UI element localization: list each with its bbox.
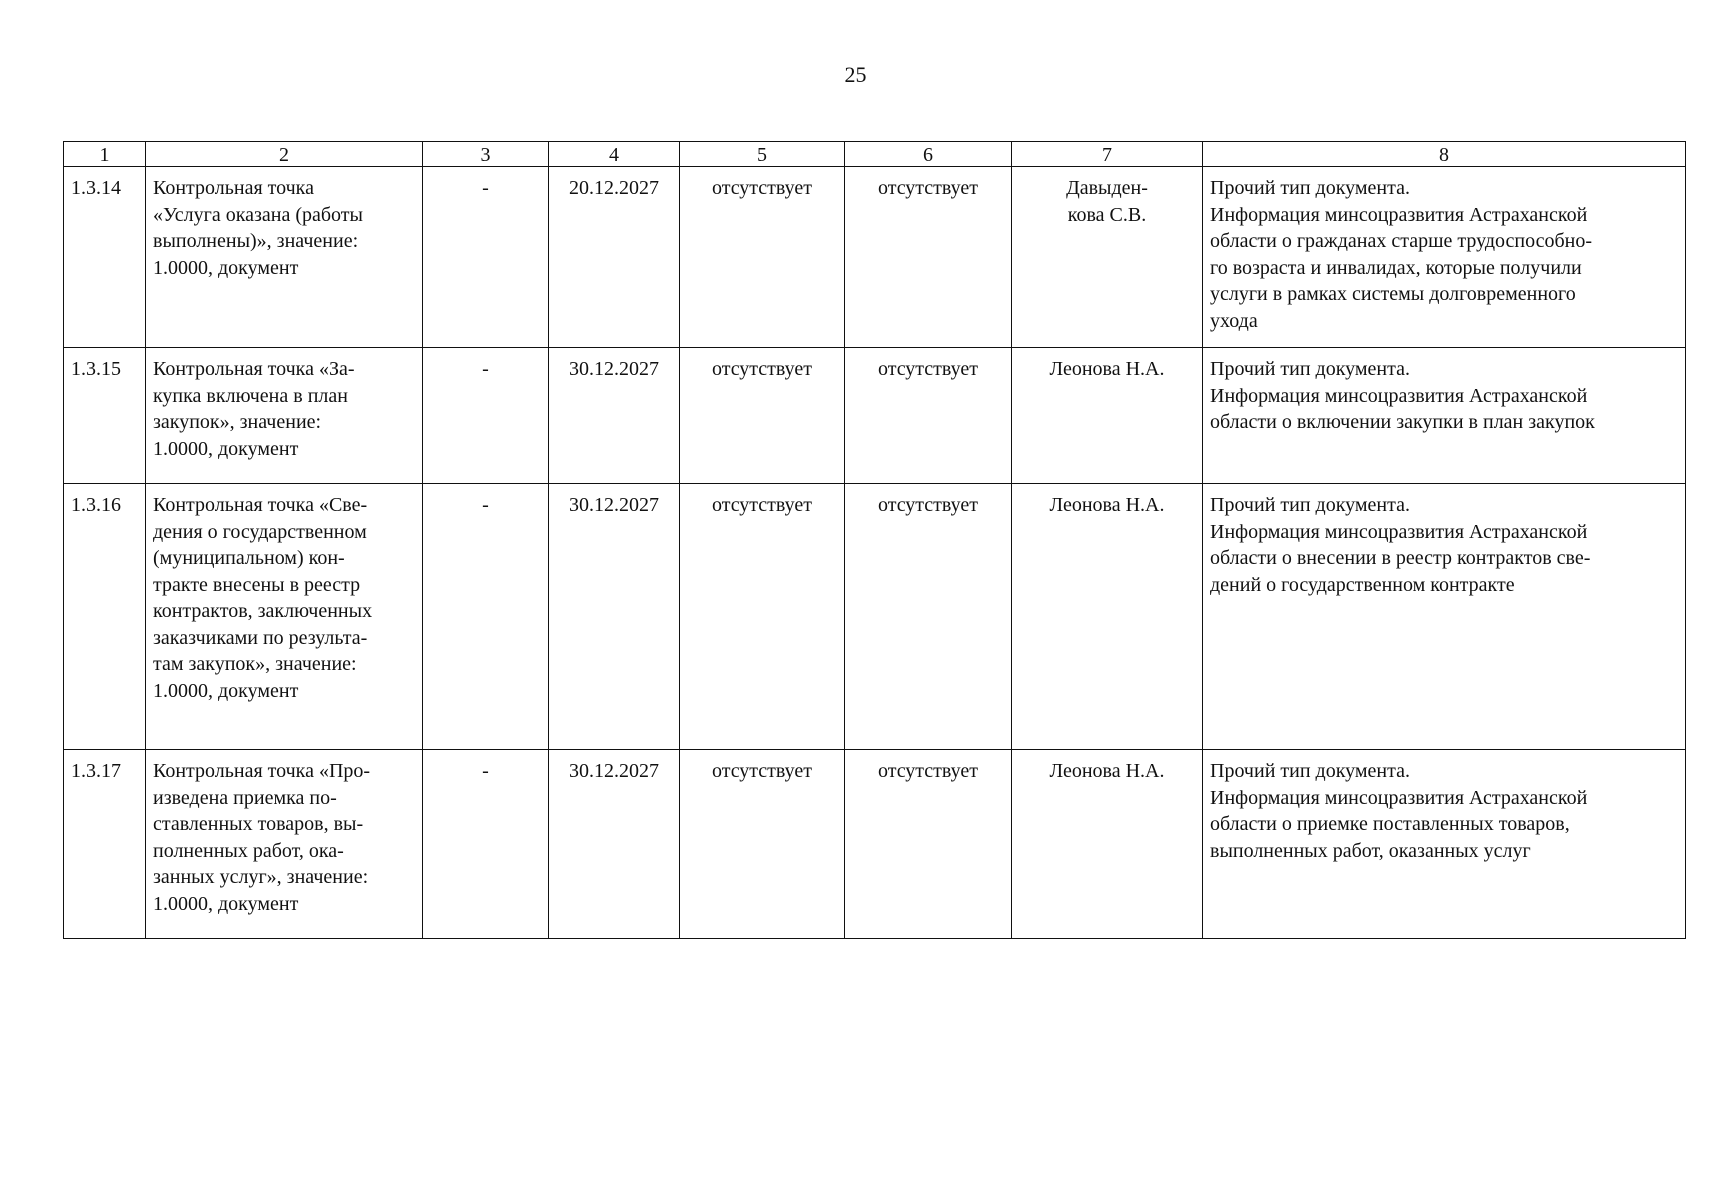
col5-cell: отсутствует [680, 750, 845, 939]
text-line: тракте внесены в реестр [153, 573, 361, 596]
text-line: дения о государственном [153, 520, 367, 543]
row-number: 1.3.16 [64, 484, 146, 750]
control-point-description [146, 167, 423, 348]
text-line: области о гражданах старше трудоспособно- [1210, 230, 1593, 252]
col3-cell: - [423, 484, 549, 750]
table-row [64, 348, 1686, 484]
responsible-cell [1012, 167, 1203, 348]
text-line: области о включении закупки в план закупок [1210, 411, 1595, 433]
col5-cell: отсутствует [680, 167, 845, 348]
text-line: ставленных товаров, вы- [153, 813, 364, 835]
text-line: изведена приемка по- [153, 786, 337, 809]
text-line: Информация минсоцразвития Астраханской [1210, 203, 1588, 226]
text-line: Прочий тип документа. [1210, 177, 1410, 199]
text-line: услуги в рамках системы долговременного [1210, 283, 1576, 305]
text-line: закупок», значение: [153, 411, 322, 433]
date-cell: 20.12.2027 [549, 167, 680, 348]
col6-cell: отсутствует [845, 167, 1012, 348]
col3-cell: - [423, 750, 549, 939]
date-cell: 30.12.2027 [549, 348, 680, 484]
text-line: занных услуг», значение: [153, 866, 369, 888]
text-line: заказчиками по результа- [153, 626, 368, 649]
text-line: купка включена в план [153, 384, 348, 407]
col5-cell: отсутствует [680, 348, 845, 484]
header-col-3: 3 [423, 142, 549, 167]
row-number: 1.3.14 [64, 167, 146, 348]
page-number: 25 [844, 62, 867, 87]
col6-cell: отсутствует [845, 348, 1012, 484]
text-line: 1.0000, документ [153, 437, 299, 460]
col5-cell: отсутствует [680, 484, 845, 750]
text-line: Леонова Н.А. [1049, 494, 1165, 516]
col3-cell: - [423, 167, 549, 348]
text-line: выполнены)», значение: [153, 230, 359, 252]
text-line: 1.0000, документ [153, 256, 299, 279]
document-cell [1203, 484, 1686, 750]
text-line: Давыден- [1066, 177, 1148, 199]
header-col-1: 1 [64, 142, 146, 167]
header-col-2: 2 [146, 142, 423, 167]
table-row [64, 750, 1686, 939]
text-line: дений о государственном контракте [1210, 573, 1515, 596]
table-row [64, 167, 1686, 348]
responsible-cell [1012, 484, 1203, 750]
text-line: Контрольная точка «Све- [153, 494, 368, 516]
date-cell: 30.12.2027 [549, 484, 680, 750]
text-line: Контрольная точка «Про- [153, 760, 371, 782]
text-line: 1.0000, документ [153, 892, 299, 915]
text-line: полненных работ, ока- [153, 839, 344, 862]
row-number: 1.3.15 [64, 348, 146, 484]
text-line: Информация минсоцразвития Астраханской [1210, 786, 1588, 809]
document-cell [1203, 167, 1686, 348]
responsible-cell [1012, 348, 1203, 484]
text-line: области о приемке поставленных товаров, [1210, 813, 1570, 835]
control-point-description [146, 348, 423, 484]
text-line: Информация минсоцразвития Астраханской [1210, 520, 1588, 543]
text-line: (муниципальном) кон- [153, 547, 345, 569]
header-col-4: 4 [549, 142, 680, 167]
text-line: области о внесении в реестр контрактов све- [1210, 547, 1591, 569]
text-line: ухода [1210, 309, 1258, 332]
text-line: выполненных работ, оказанных услуг [1210, 839, 1531, 862]
text-line: там закупок», значение: [153, 653, 357, 675]
header-col-6: 6 [845, 142, 1012, 167]
document-cell [1203, 750, 1686, 939]
responsible-cell [1012, 750, 1203, 939]
col6-cell: отсутствует [845, 750, 1012, 939]
header-col-7: 7 [1012, 142, 1203, 167]
header-col-8: 8 [1203, 142, 1686, 167]
text-line: Прочий тип документа. [1210, 494, 1410, 516]
control-point-description [146, 750, 423, 939]
control-points-table [63, 141, 1686, 939]
text-line: кова С.В. [1067, 203, 1147, 226]
col3-cell: - [423, 348, 549, 484]
text-line: Контрольная точка «За- [153, 358, 355, 380]
text-line: контрактов, заключенных [153, 600, 373, 622]
text-line: 1.0000, документ [153, 679, 299, 702]
row-number: 1.3.17 [64, 750, 146, 939]
text-line: «Услуга оказана (работы [153, 203, 363, 226]
table-row [64, 484, 1686, 750]
text-line: Леонова Н.А. [1049, 760, 1165, 782]
header-col-5: 5 [680, 142, 845, 167]
col6-cell: отсутствует [845, 484, 1012, 750]
document-cell [1203, 348, 1686, 484]
text-line: Информация минсоцразвития Астраханской [1210, 384, 1588, 407]
text-line: Прочий тип документа. [1210, 760, 1410, 782]
text-line: го возраста и инвалидах, которые получили [1210, 256, 1582, 279]
table-header-row [64, 142, 1686, 167]
text-line: Прочий тип документа. [1210, 358, 1410, 380]
text-line: Контрольная точка [153, 177, 314, 199]
control-point-description [146, 484, 423, 750]
date-cell: 30.12.2027 [549, 750, 680, 939]
text-line: Леонова Н.А. [1049, 358, 1165, 380]
